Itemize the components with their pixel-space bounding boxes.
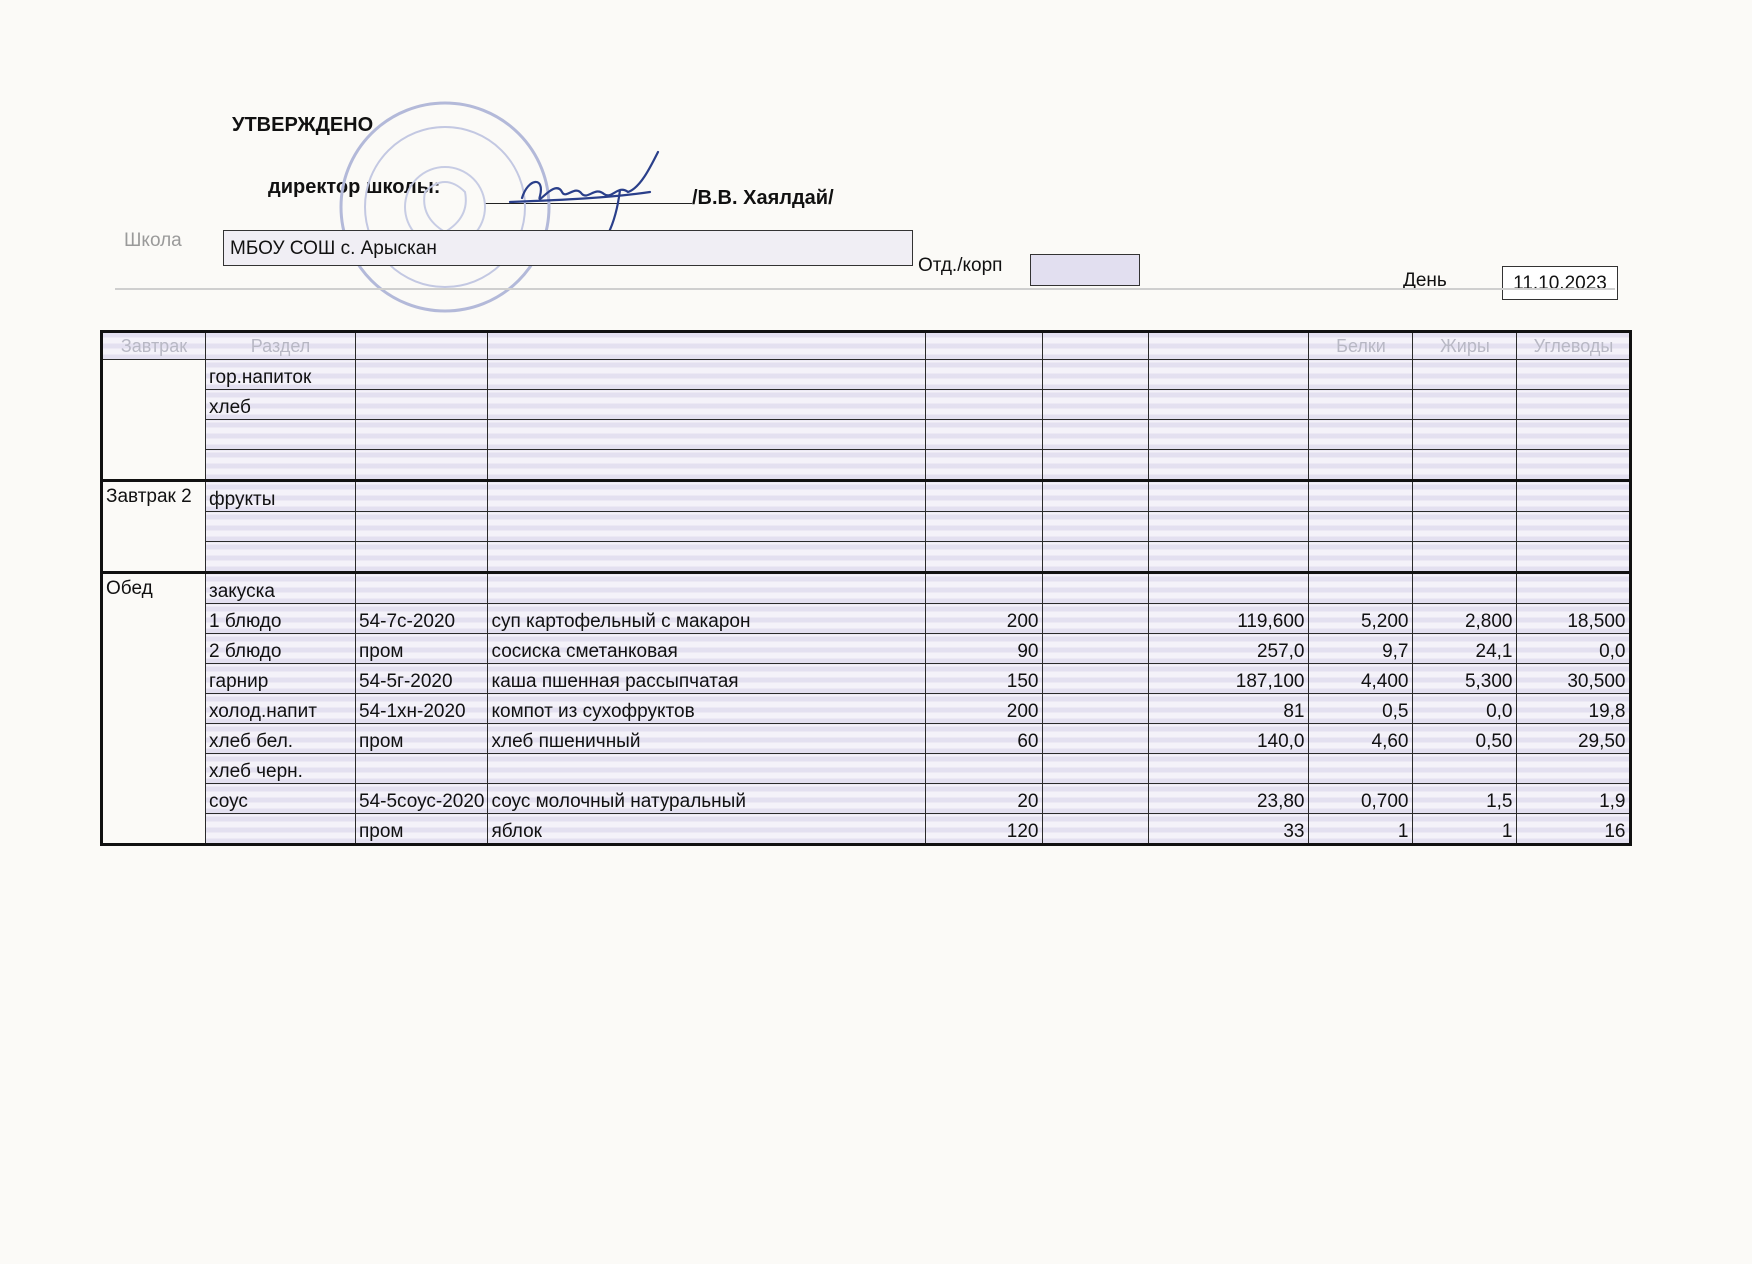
section-cell: 2 блюдо <box>206 634 356 664</box>
column-header <box>356 332 488 360</box>
dish-cell: яблок <box>488 814 926 845</box>
dish-cell <box>488 450 926 481</box>
table-row <box>102 573 1631 604</box>
carbs-cell <box>1517 450 1631 481</box>
header-divider <box>115 288 1615 290</box>
carbs-cell <box>1517 360 1631 390</box>
recipe-cell: пром <box>356 814 488 845</box>
price-cell <box>1043 390 1149 420</box>
dish-cell: соус молочный натуральный <box>488 784 926 814</box>
table-row <box>102 512 1631 542</box>
table-row <box>102 814 1631 845</box>
recipe-cell: пром <box>356 724 488 754</box>
weight-cell: 90 <box>926 634 1043 664</box>
protein-cell: 0,700 <box>1309 784 1413 814</box>
carbs-cell: 18,500 <box>1517 604 1631 634</box>
section-cell: закуска <box>206 573 356 604</box>
recipe-cell <box>356 360 488 390</box>
energy-cell <box>1149 360 1309 390</box>
weight-cell: 120 <box>926 814 1043 845</box>
recipe-cell <box>356 450 488 481</box>
dish-cell: каша пшенная рассыпчатая <box>488 664 926 694</box>
weight-cell: 60 <box>926 724 1043 754</box>
table-row <box>102 604 1631 634</box>
carbs-cell <box>1517 481 1631 512</box>
table-row <box>102 664 1631 694</box>
recipe-cell: 54-7с-2020 <box>356 604 488 634</box>
column-header <box>1149 332 1309 360</box>
table-row <box>102 784 1631 814</box>
carbs-cell <box>1517 542 1631 573</box>
table-row <box>102 694 1631 724</box>
fat-cell <box>1413 390 1517 420</box>
weight-cell: 150 <box>926 664 1043 694</box>
table-row <box>102 542 1631 573</box>
carbs-cell <box>1517 390 1631 420</box>
price-cell <box>1043 634 1149 664</box>
table-header-row <box>102 332 1631 360</box>
recipe-cell <box>356 754 488 784</box>
school-label: Школа <box>124 230 182 251</box>
column-header <box>1043 332 1149 360</box>
recipe-cell: пром <box>356 634 488 664</box>
recipe-cell: 54-1хн-2020 <box>356 694 488 724</box>
protein-cell <box>1309 542 1413 573</box>
price-cell <box>1043 481 1149 512</box>
carbs-cell: 0,0 <box>1517 634 1631 664</box>
dish-cell <box>488 481 926 512</box>
weight-cell <box>926 450 1043 481</box>
section-cell <box>206 542 356 573</box>
price-cell <box>1043 814 1149 845</box>
weight-cell: 20 <box>926 784 1043 814</box>
dish-cell: компот из сухофруктов <box>488 694 926 724</box>
weight-cell: 200 <box>926 604 1043 634</box>
day-field[interactable]: 11.10.2023 <box>1502 266 1618 300</box>
fat-cell <box>1413 450 1517 481</box>
fat-cell: 1,5 <box>1413 784 1517 814</box>
protein-cell <box>1309 450 1413 481</box>
table-row <box>102 450 1631 481</box>
energy-cell <box>1149 450 1309 481</box>
energy-cell: 23,80 <box>1149 784 1309 814</box>
fat-cell: 2,800 <box>1413 604 1517 634</box>
dish-cell <box>488 573 926 604</box>
fat-cell <box>1413 360 1517 390</box>
section-cell: соус <box>206 784 356 814</box>
table-row <box>102 634 1631 664</box>
dish-cell: сосиска сметанковая <box>488 634 926 664</box>
weight-cell <box>926 481 1043 512</box>
dish-cell <box>488 420 926 450</box>
recipe-cell: 54-5г-2020 <box>356 664 488 694</box>
recipe-cell <box>356 481 488 512</box>
dish-cell <box>488 512 926 542</box>
price-cell <box>1043 784 1149 814</box>
price-cell <box>1043 512 1149 542</box>
fat-cell <box>1413 420 1517 450</box>
section-cell <box>206 512 356 542</box>
carbs-cell <box>1517 512 1631 542</box>
director-signature <box>500 148 670 238</box>
table-row <box>102 360 1631 390</box>
column-header: Жиры <box>1413 332 1517 360</box>
table-row <box>102 754 1631 784</box>
energy-cell <box>1149 512 1309 542</box>
weight-cell <box>926 360 1043 390</box>
energy-cell <box>1149 390 1309 420</box>
price-cell <box>1043 450 1149 481</box>
table-row <box>102 724 1631 754</box>
recipe-cell <box>356 512 488 542</box>
price-cell <box>1043 360 1149 390</box>
energy-cell: 257,0 <box>1149 634 1309 664</box>
table-row <box>102 390 1631 420</box>
energy-cell: 140,0 <box>1149 724 1309 754</box>
weight-cell <box>926 754 1043 784</box>
recipe-cell <box>356 420 488 450</box>
protein-cell: 0,5 <box>1309 694 1413 724</box>
section-cell <box>206 420 356 450</box>
protein-cell <box>1309 360 1413 390</box>
section-cell: холод.напит <box>206 694 356 724</box>
carbs-cell <box>1517 573 1631 604</box>
weight-cell <box>926 390 1043 420</box>
column-header <box>926 332 1043 360</box>
column-header: Раздел <box>206 332 356 360</box>
carbs-cell <box>1517 754 1631 784</box>
recipe-cell: 54-5соус-2020 <box>356 784 488 814</box>
dish-cell <box>488 390 926 420</box>
branch-label: Отд./корп <box>918 255 1003 276</box>
carbs-cell <box>1517 420 1631 450</box>
branch-field[interactable] <box>1030 254 1140 286</box>
approved-title: УТВЕРЖДЕНО <box>232 114 374 136</box>
energy-cell: 81 <box>1149 694 1309 724</box>
price-cell <box>1043 420 1149 450</box>
energy-cell: 187,100 <box>1149 664 1309 694</box>
day-label: День <box>1403 270 1447 291</box>
section-cell: 1 блюдо <box>206 604 356 634</box>
weight-cell <box>926 573 1043 604</box>
energy-cell <box>1149 481 1309 512</box>
fat-cell <box>1413 573 1517 604</box>
fat-cell: 1 <box>1413 814 1517 845</box>
section-cell: фрукты <box>206 481 356 512</box>
protein-cell <box>1309 754 1413 784</box>
section-cell: гарнир <box>206 664 356 694</box>
weight-cell: 200 <box>926 694 1043 724</box>
column-header <box>488 332 926 360</box>
energy-cell <box>1149 420 1309 450</box>
weight-cell <box>926 512 1043 542</box>
column-header: Завтрак <box>102 332 206 360</box>
protein-cell <box>1309 481 1413 512</box>
protein-cell: 9,7 <box>1309 634 1413 664</box>
fat-cell <box>1413 512 1517 542</box>
table-row <box>102 420 1631 450</box>
energy-cell <box>1149 754 1309 784</box>
protein-cell: 1 <box>1309 814 1413 845</box>
section-cell: хлеб бел. <box>206 724 356 754</box>
carbs-cell: 30,500 <box>1517 664 1631 694</box>
table-row <box>102 481 1631 512</box>
carbs-cell: 29,50 <box>1517 724 1631 754</box>
recipe-cell <box>356 390 488 420</box>
menu-table-body <box>102 332 1631 845</box>
fat-cell: 5,300 <box>1413 664 1517 694</box>
dish-cell: суп картофельный с макарон <box>488 604 926 634</box>
weight-cell <box>926 542 1043 573</box>
price-cell <box>1043 542 1149 573</box>
price-cell <box>1043 664 1149 694</box>
protein-cell: 4,60 <box>1309 724 1413 754</box>
carbs-cell: 19,8 <box>1517 694 1631 724</box>
menu-table <box>100 330 1632 846</box>
dish-cell <box>488 360 926 390</box>
protein-cell <box>1309 512 1413 542</box>
dish-cell <box>488 754 926 784</box>
meal-name-cell: Обед <box>102 573 206 845</box>
energy-cell: 119,600 <box>1149 604 1309 634</box>
section-cell <box>206 450 356 481</box>
protein-cell: 5,200 <box>1309 604 1413 634</box>
price-cell <box>1043 604 1149 634</box>
dish-cell: хлеб пшеничный <box>488 724 926 754</box>
column-header: Белки <box>1309 332 1413 360</box>
energy-cell: 33 <box>1149 814 1309 845</box>
energy-cell <box>1149 542 1309 573</box>
protein-cell: 4,400 <box>1309 664 1413 694</box>
fat-cell: 0,0 <box>1413 694 1517 724</box>
price-cell <box>1043 724 1149 754</box>
director-name: /В.В. Хаялдай/ <box>692 187 834 209</box>
energy-cell <box>1149 573 1309 604</box>
recipe-cell <box>356 542 488 573</box>
fat-cell <box>1413 481 1517 512</box>
fat-cell <box>1413 754 1517 784</box>
section-cell: гор.напиток <box>206 360 356 390</box>
section-cell: хлеб <box>206 390 356 420</box>
carbs-cell: 1,9 <box>1517 784 1631 814</box>
fat-cell: 0,50 <box>1413 724 1517 754</box>
section-cell <box>206 814 356 845</box>
price-cell <box>1043 694 1149 724</box>
recipe-cell <box>356 573 488 604</box>
price-cell <box>1043 754 1149 784</box>
price-cell <box>1043 573 1149 604</box>
column-header: Углеводы <box>1517 332 1631 360</box>
weight-cell <box>926 420 1043 450</box>
fat-cell <box>1413 542 1517 573</box>
carbs-cell: 16 <box>1517 814 1631 845</box>
meal-name-cell <box>102 360 206 481</box>
meal-name-cell: Завтрак 2 <box>102 481 206 573</box>
director-label: директор школы: <box>268 176 441 198</box>
protein-cell <box>1309 390 1413 420</box>
section-cell: хлеб черн. <box>206 754 356 784</box>
school-field[interactable]: МБОУ СОШ с. Арыскан <box>223 230 913 266</box>
fat-cell: 24,1 <box>1413 634 1517 664</box>
protein-cell <box>1309 573 1413 604</box>
protein-cell <box>1309 420 1413 450</box>
dish-cell <box>488 542 926 573</box>
